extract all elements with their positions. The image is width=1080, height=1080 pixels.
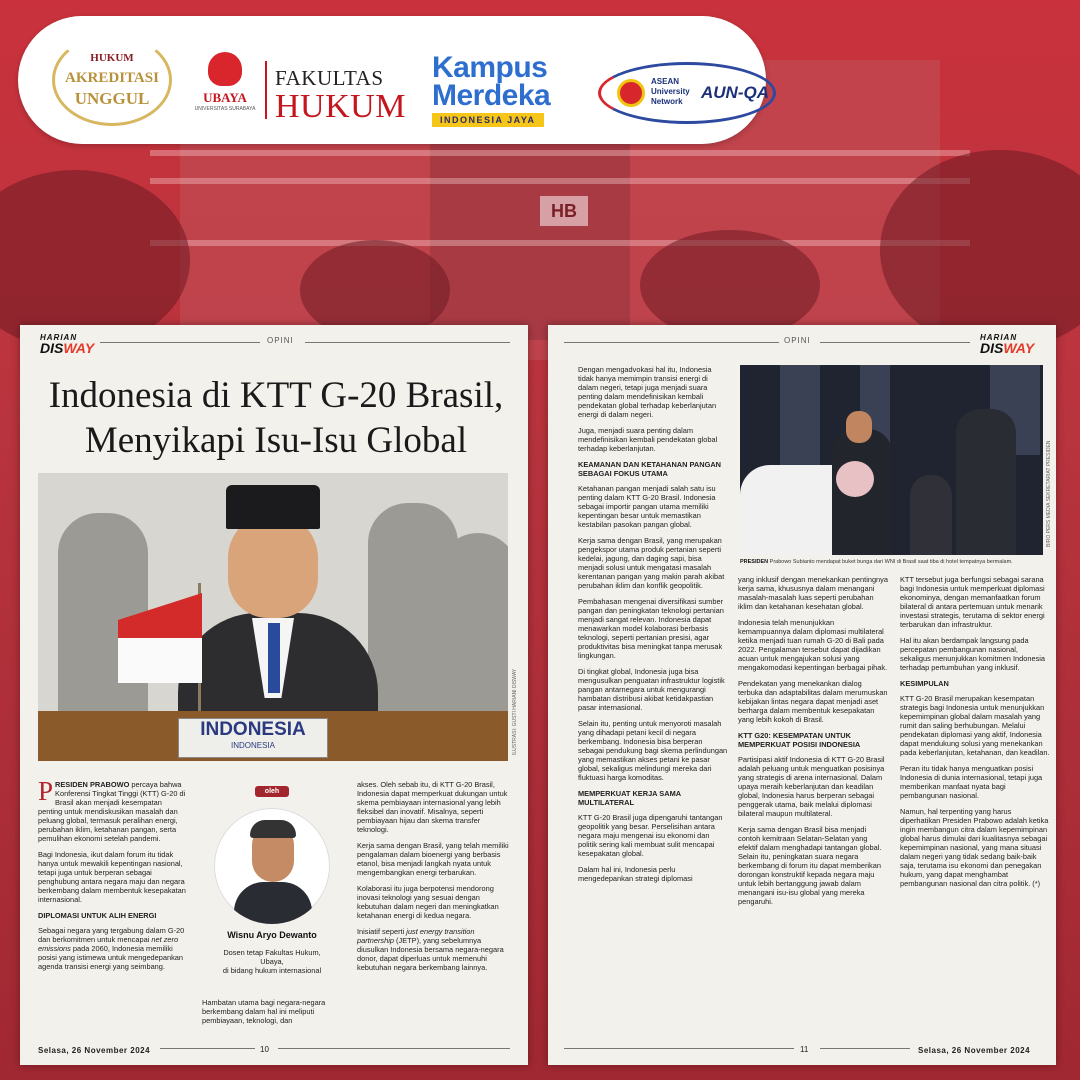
kampus-merdeka-logo: Kampus Merdeka INDONESIA JAYA [432, 51, 551, 125]
ubaya-emblem-icon [208, 52, 242, 86]
page-number: 10 [260, 1045, 269, 1054]
subheading: MEMPERKUAT KERJA SAMA MULTILATERAL [578, 789, 681, 807]
ubaya-logo: UBAYA UNIVERSITAS SURABAYA [190, 46, 260, 126]
subheading: KEAMANAN DAN KETAHANAN PANGAN SEBAGAI FOKUS UTAMA [578, 460, 722, 478]
article-column-3: akses. Oleh sebab itu, di KTT G-20 Brasil, Indonesia dapat memperkuat dukungan untuk skema pembiayaan internasional yang lebih fleksibel dan inovatif. Misalnya, seperti pembiayaan hijau dan skema transfer teknologi. Kerja sama dengan Brasil, yang telah memiliki pengalaman dalam bioenergi yang berbasis etanol, bisa menjadi langkah nyata untuk mengembangkan energi terbarukan. Kolaborasi itu juga berpotensi mendorong inovasi teknologi yang sesuai dengan kebutuhan dalam negeri dan meningkatkan ketahanan energi di kedua negara. Inisiatif seperti just energy transition partnership (JETP), yang sebelumnya diusulkan Indonesia bersama negara-negara donor, dapat diperluas untuk memenuhi kebutuhan negara berkembang lainnya. [357, 780, 509, 972]
flower-bouquet [836, 461, 874, 497]
fakultas-hukum-logo: FAKULTAS HUKUM [275, 66, 406, 125]
drop-cap: P [38, 776, 54, 806]
author-role: Dosen tetap Fakultas Hukum, Ubaya, di bidang hukum internasional [222, 948, 322, 975]
illustration-credit: ILUSTRASI: GUSTI HARIANI DISWAY [512, 668, 518, 755]
article-column-5: yang inklusif dengan menekankan pentingnya kerja sama, khususnya dalam menangani masalah-masalah luas seperti perubahan iklim dan ketahanan kesehatan global. Indonesia telah menunjukkan kemampuannya dalam diplomasi multilateral ketika menjadi tuan rumah G-20 di Bali pada 2022. Pengalaman tersebut dapat dijadikan acuan untuk mengajukan solusi yang mengakomodasi kepentingan berbagai pihak. Pendekatan yang menekankan dialog terbuka dan adaptabilitas dalam merumuskan kebijakan lintas negara dapat menjadi aset berharga dalam membentuk kesepakatan yang lebih kokoh di Brasil. KTT G20: KESEMPATAN UNTUK MEMPERKUAT POSISI INDONESIA Partisipasi aktif Indonesia di KTT G-20 Brasil adalah peluang untuk menguatkan posisinya yang strategis di arena internasional. Dalam upaya meraih keberlanjutan dan keadilan global, Indonesia harus berperan sebagai penggerak utama, baik melalui diplomasi bilateral maupun multilateral. Kerja sama dengan Brasil bisa menjadi contoh kemitraan Selatan-Selatan yang efektif dalam menghadapi tantangan global. Selain itu, peningkatan suara negara berkembang di forum itu dapat memberikan dorongan konstruktif kepada negara maju untuk lebih bertanggung jawab dalam menangani isu-isu global yang mereka pengaruhi. [738, 575, 888, 906]
photo-credit: BIRO PERS MEDIA SEKRETARIAT PRESIDEN [1046, 440, 1052, 547]
newspaper-page-right [548, 325, 1056, 1065]
article-title: Indonesia di KTT G-20 Brasil, Menyikapi Isu-Isu Global [48, 375, 504, 461]
article-column-6: KTT tersebut juga berfungsi sebagai sarana bagi Indonesia untuk memperkuat diplomasi ekonominya, dengan memanfaatkan forum bilateral di antara pertemuan untuk menarik investasi strategis, terutama di sektor energi terbarukan dan infrastruktur. Hal itu akan berdampak langsung pada percepatan pembangunan nasional, sekaligus menunjukkan komitmen Indonesia terhadap pertumbuhan yang inklusif. KESIMPULAN KTT G-20 Brasil merupakan kesempatan strategis bagi Indonesia untuk menunjukkan kepemimpinan global dalam masalah yang rumit dan saling berhubungan. Melalui pendekatan diplomasi yang aktif, Indonesia dapat mendukung solusi yang menekankan pada keberlanjutan, ketahanan, dan keadilan. Peran itu tidak hanya menguatkan posisi Indonesia di dunia internasional, tetapi juga memberikan manfaat nyata bagi pembangunan nasional. Namun, hal terpenting yang harus diperhatikan Presiden Prabowo adalah ketika ingin membangun citra dalam kepemimpinan global harus dimulai dari kualitasnya sebagai kepemimpinan nasional, yang mana situasi dalam negeri yang tidak sedang baik-baik saja, terutama isu ekonomi dan penegakan hukum, yang dapat menghambat pembangunan nasional dan citra politik. (*) [900, 575, 1050, 888]
article-illustration [38, 473, 508, 761]
building-sign: HB [540, 196, 588, 226]
article-column-4: Dengan mengadvokasi hal itu, Indonesia tidak hanya memimpin transisi energi di dalam negeri, tetapi juga menjadi suara penting dalam mendefinisikan kembali pendekatan global terhadap keberlanjutan energi di dalam negeri. Juga, menjadi suara penting dalam mendefinisikan kembali pendekatan global terhadap keberlanjutan. KEAMANAN DAN KETAHANAN PANGAN SEBAGAI FOKUS UTAMA Ketahanan pangan menjadi salah satu isu penting dalam KTT G-20 Brasil. Indonesia sebagai importir pangan utama memiliki kepentingan besar untuk memastikan kestabilan pasokan pangan global. Kerja sama dengan Brasil, yang merupakan pengekspor utama produk pertanian seperti kedelai, jagung, dan daging sapi, bisa menjadi solusi untuk mengatasi masalah kerentanan pangan yang makin parah akibat perubahan iklim dan konflik geopolitik. Pembahasan mengenai diversifikasi sumber pangan dan peningkatan teknologi pertanian menjadi sangat relevan. Indonesia dapat menawarkan model kolaborasi berbasis teknologi, seperti pertanian presisi, agar produktivitas bisa meningkat tanpa merusak lingkungan. Di tingkat global, Indonesia juga bisa mengusulkan penguatan infrastruktur logistik pangan antarnegara untuk mengurangi hambatan distribusi akibat ketidakpastian pasar internasional. Selain itu, penting untuk menyoroti masalah yang dihadapi petani kecil di negara berkembang. Indonesia bisa berperan sebagai pendukung bagi skema perlindungan yang memastikan akses petani ke pasar global, sekaligus melindungi mereka dari fluktuasi harga komoditas. MEMPERKUAT KERJA SAMA MULTILATERAL KTT G-20 Brasil juga dipengaruhi tantangan geopolitik yang besar. Perselisihan antara negara maju mengenai isu ekonomi dan politik sering kali membuat sulit mencapai kesepakatan global. Dalam hal ini, Indonesia perlu mengedepankan strategi diplomasi [578, 365, 728, 883]
photo-caption: PRESIDEN Prabowo Subianto mendapat buket bunga dari WNI di Brasil saat tiba di hotel tempatnya bermalam. [740, 559, 1013, 565]
divider [265, 61, 267, 119]
section-label: OPINI [784, 336, 811, 345]
issue-date: Selasa, 26 November 2024 [918, 1046, 1031, 1055]
subheading: KTT G20: KESEMPATAN UNTUK MEMPERKUAT POSISI INDONESIA [738, 731, 861, 749]
harian-disway-logo: HARIAN DISWAY [980, 333, 1035, 356]
nameplate: INDONESIA INDONESIA [178, 718, 328, 758]
newspaper-page-left: HARIAN DISWAY OPINI Indonesia di KTT G-20 Brasil, Menyikapi Isu-Isu Global INDONESIA INDONESIA ILUSTRASI: GUSTI HARIANI DISWAY PRESIDEN PRABOWO percaya bahwa Konferensi Tingkat Tinggi (KTT) G-20 di Brasil akan menjadi kesempatan penting untuk mendiskusikan masalah dan peluang global, termasuk peralihan energi, perubahan iklim, ketahanan pangan, serta pemulihan ekonomi setelah pandemi. Bagi Indonesia, ikut dalam forum itu tidak hanya untuk mewakili kepentingan nasional, tetapi juga untuk berperan sebagai penghubung antara negara maju dan negara berkembang dalam membentuk kesepakatan internasional. DIPLOMASI UNTUK ALIH ENERGI Sebagai negara yang tergabung dalam G-20 dan berkomitmen untuk mencapai net zero emissions pada 2060, Indonesia memiliki posisi yang istimewa untuk mengedepankan agenda transisi energi yang seimbang. oleh Wisnu Aryo Dewanto Dosen tetap Fakultas Hukum, Ubaya, di bidang hukum internasional Hambatan utama bagi negara-negara berkembang dalam hal ini meliputi pembiayaan, teknologi, dan akses. Oleh sebab itu, di KTT G-20 Brasil, Indonesia dapat memperkuat dukungan untuk skema pembiayaan internasional yang lebih fleksibel dan inovatif. Misalnya, seperti pembiayaan hijau dan skema transfer teknologi. Kerja sama dengan Brasil, yang telah memiliki pengalaman dalam bioenergi yang berbasis etanol, bisa menjadi langkah nyata untuk mengembangkan energi terbarukan. Kolaborasi itu juga berpotensi mendorong inovasi teknologi yang sesuai dengan kebutuhan dalam negeri dan meningkatkan ketahanan energi di kedua negara. Inisiatif seperti just energy transition partnership (JETP), yang sebelumnya diusulkan Indonesia bersama negara-negara donor, dapat diperluas untuk memenuhi kebutuhan negara berkembang lainnya. Selasa, 26 November 2024 10 [20, 325, 528, 1065]
page-number: 11 [800, 1045, 809, 1054]
subheading: KESIMPULAN [900, 679, 949, 688]
author-name: Wisnu Aryo Dewanto [227, 930, 317, 940]
akreditasi-unggul-badge: HUKUM AKREDITASI UNGGUL [52, 34, 172, 126]
subheading: DIPLOMASI UNTUK ALIH ENERGI [38, 911, 157, 920]
logo-bar [18, 16, 769, 144]
section-label: OPINI [267, 336, 294, 345]
article-column-1: PRESIDEN PRABOWO percaya bahwa Konferensi Tingkat Tinggi (KTT) G-20 di Brasil akan menjadi kesempatan penting untuk mendiskusikan masalah dan peluang global, termasuk peralihan energi, perubahan iklim, ketahanan pangan, serta pemulihan ekonomi setelah pandemi. Bagi Indonesia, ikut dalam forum itu tidak hanya untuk mewakili kepentingan nasional, tetapi juga untuk berperan sebagai penghubung antara negara maju dan negara berkembang dalam membentuk kesepakatan internasional. DIPLOMASI UNTUK ALIH ENERGI Sebagai negara yang tergabung dalam G-20 dan berkomitmen untuk mencapai net zero emissions pada 2060, Indonesia memiliki posisi yang istimewa untuk mengedepankan agenda transisi energi yang seimbang. [38, 780, 188, 978]
author-byline [202, 780, 342, 975]
news-photo [740, 365, 1043, 555]
asean-seal-icon [617, 79, 645, 107]
oleh-badge: oleh [255, 786, 289, 797]
issue-date: Selasa, 26 November 2024 [38, 1046, 151, 1055]
aun-qa-logo: ASEAN University Network AUN-QA [598, 62, 776, 124]
harian-disway-logo: HARIAN DISWAY [40, 333, 95, 356]
author-photo [214, 808, 330, 924]
